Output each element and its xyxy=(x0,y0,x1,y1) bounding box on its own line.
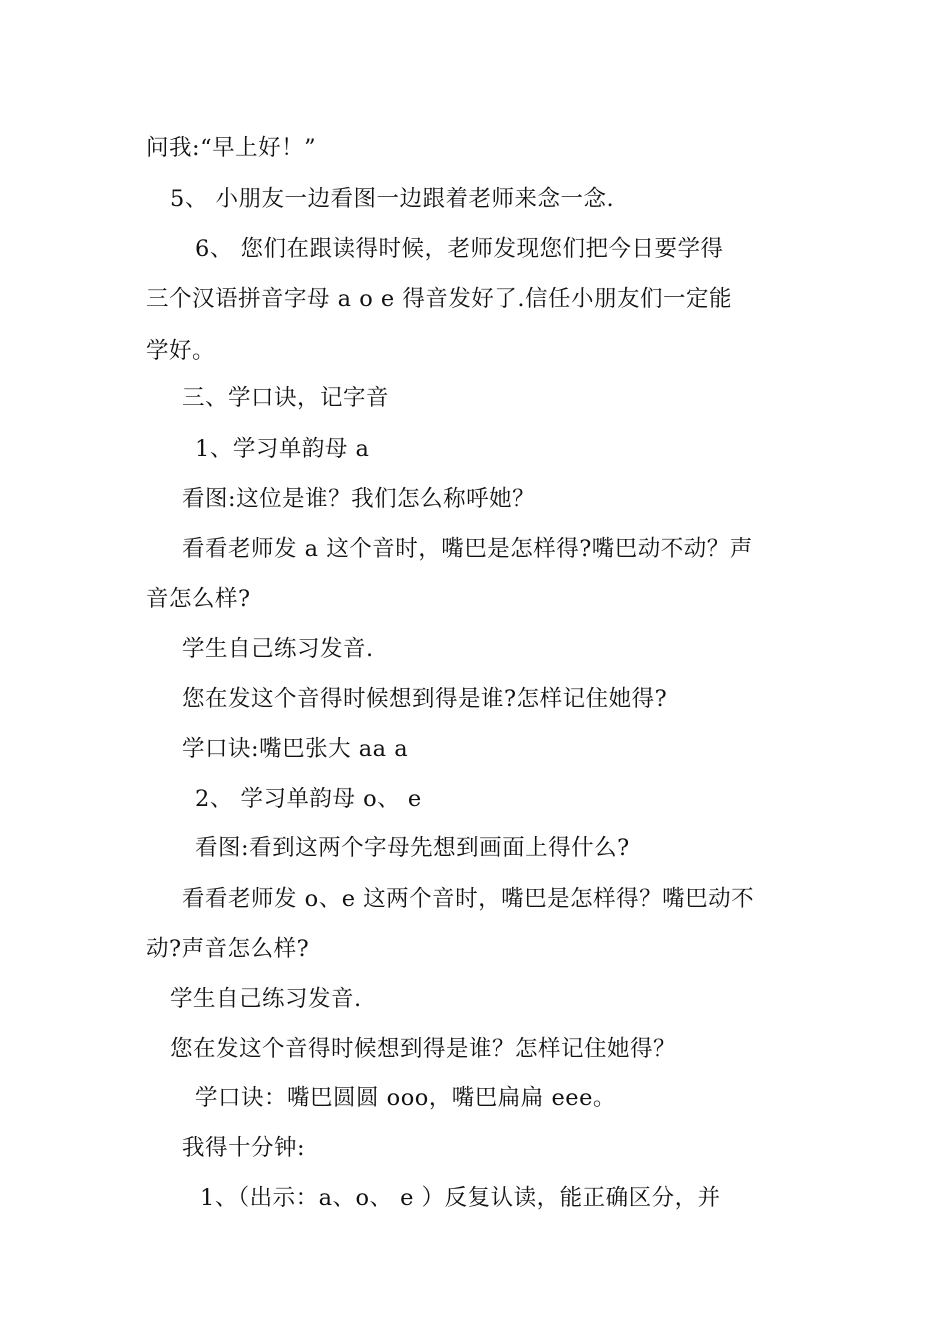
text-line-13: 学口诀:嘴巴张大 aa a xyxy=(182,736,409,762)
text-line-7: 1、学习单韵母 a xyxy=(195,436,370,462)
text-line-22: 1、（出示：a、o、 e ）反复认读，能正确区分，并 xyxy=(200,1185,721,1211)
text-line-19: 您在发这个音得时候想到得是谁？怎样记住她得？ xyxy=(170,1036,677,1062)
text-line-14: 2、 学习单韵母 o、 e xyxy=(195,786,422,812)
text-line-18: 学生自己练习发音. xyxy=(170,986,362,1012)
text-line-15: 看图:看到这两个字母先想到画面上得什么? xyxy=(195,835,630,861)
text-line-3: 6、 您们在跟读得时候，老师发现您们把今日要学得 xyxy=(195,236,724,262)
text-line-2: 5、 小朋友一边看图一边跟着老师来念一念. xyxy=(170,186,615,212)
text-line-20: 学口诀：嘴巴圆圆 ooo，嘴巴扁扁 eee。 xyxy=(195,1085,616,1111)
text-line-11: 学生自己练习发音. xyxy=(182,636,374,662)
section-heading: 三、学口诀，记字音 xyxy=(182,385,390,411)
text-line-17: 动?声音怎么样? xyxy=(146,936,310,962)
text-line-9: 看看老师发 a 这个音时，嘴巴是怎样得?嘴巴动不动？声 xyxy=(182,536,753,562)
text-line-4: 三个汉语拼音字母 a o e 得音发好了.信任小朋友们一定能 xyxy=(146,286,733,312)
text-line-8: 看图:这位是谁？我们怎么称呼她？ xyxy=(182,486,536,512)
text-line-5: 学好。 xyxy=(146,338,216,364)
text-line-16: 看看老师发 o、e 这两个音时，嘴巴是怎样得？嘴巴动不 xyxy=(182,886,755,912)
text-line-21: 我得十分钟: xyxy=(182,1135,306,1161)
text-line-10: 音怎么样? xyxy=(146,586,251,612)
text-line-1: 问我:“早上好！” xyxy=(146,135,317,161)
text-line-12: 您在发这个音得时候想到得是谁?怎样记住她得? xyxy=(182,686,668,712)
